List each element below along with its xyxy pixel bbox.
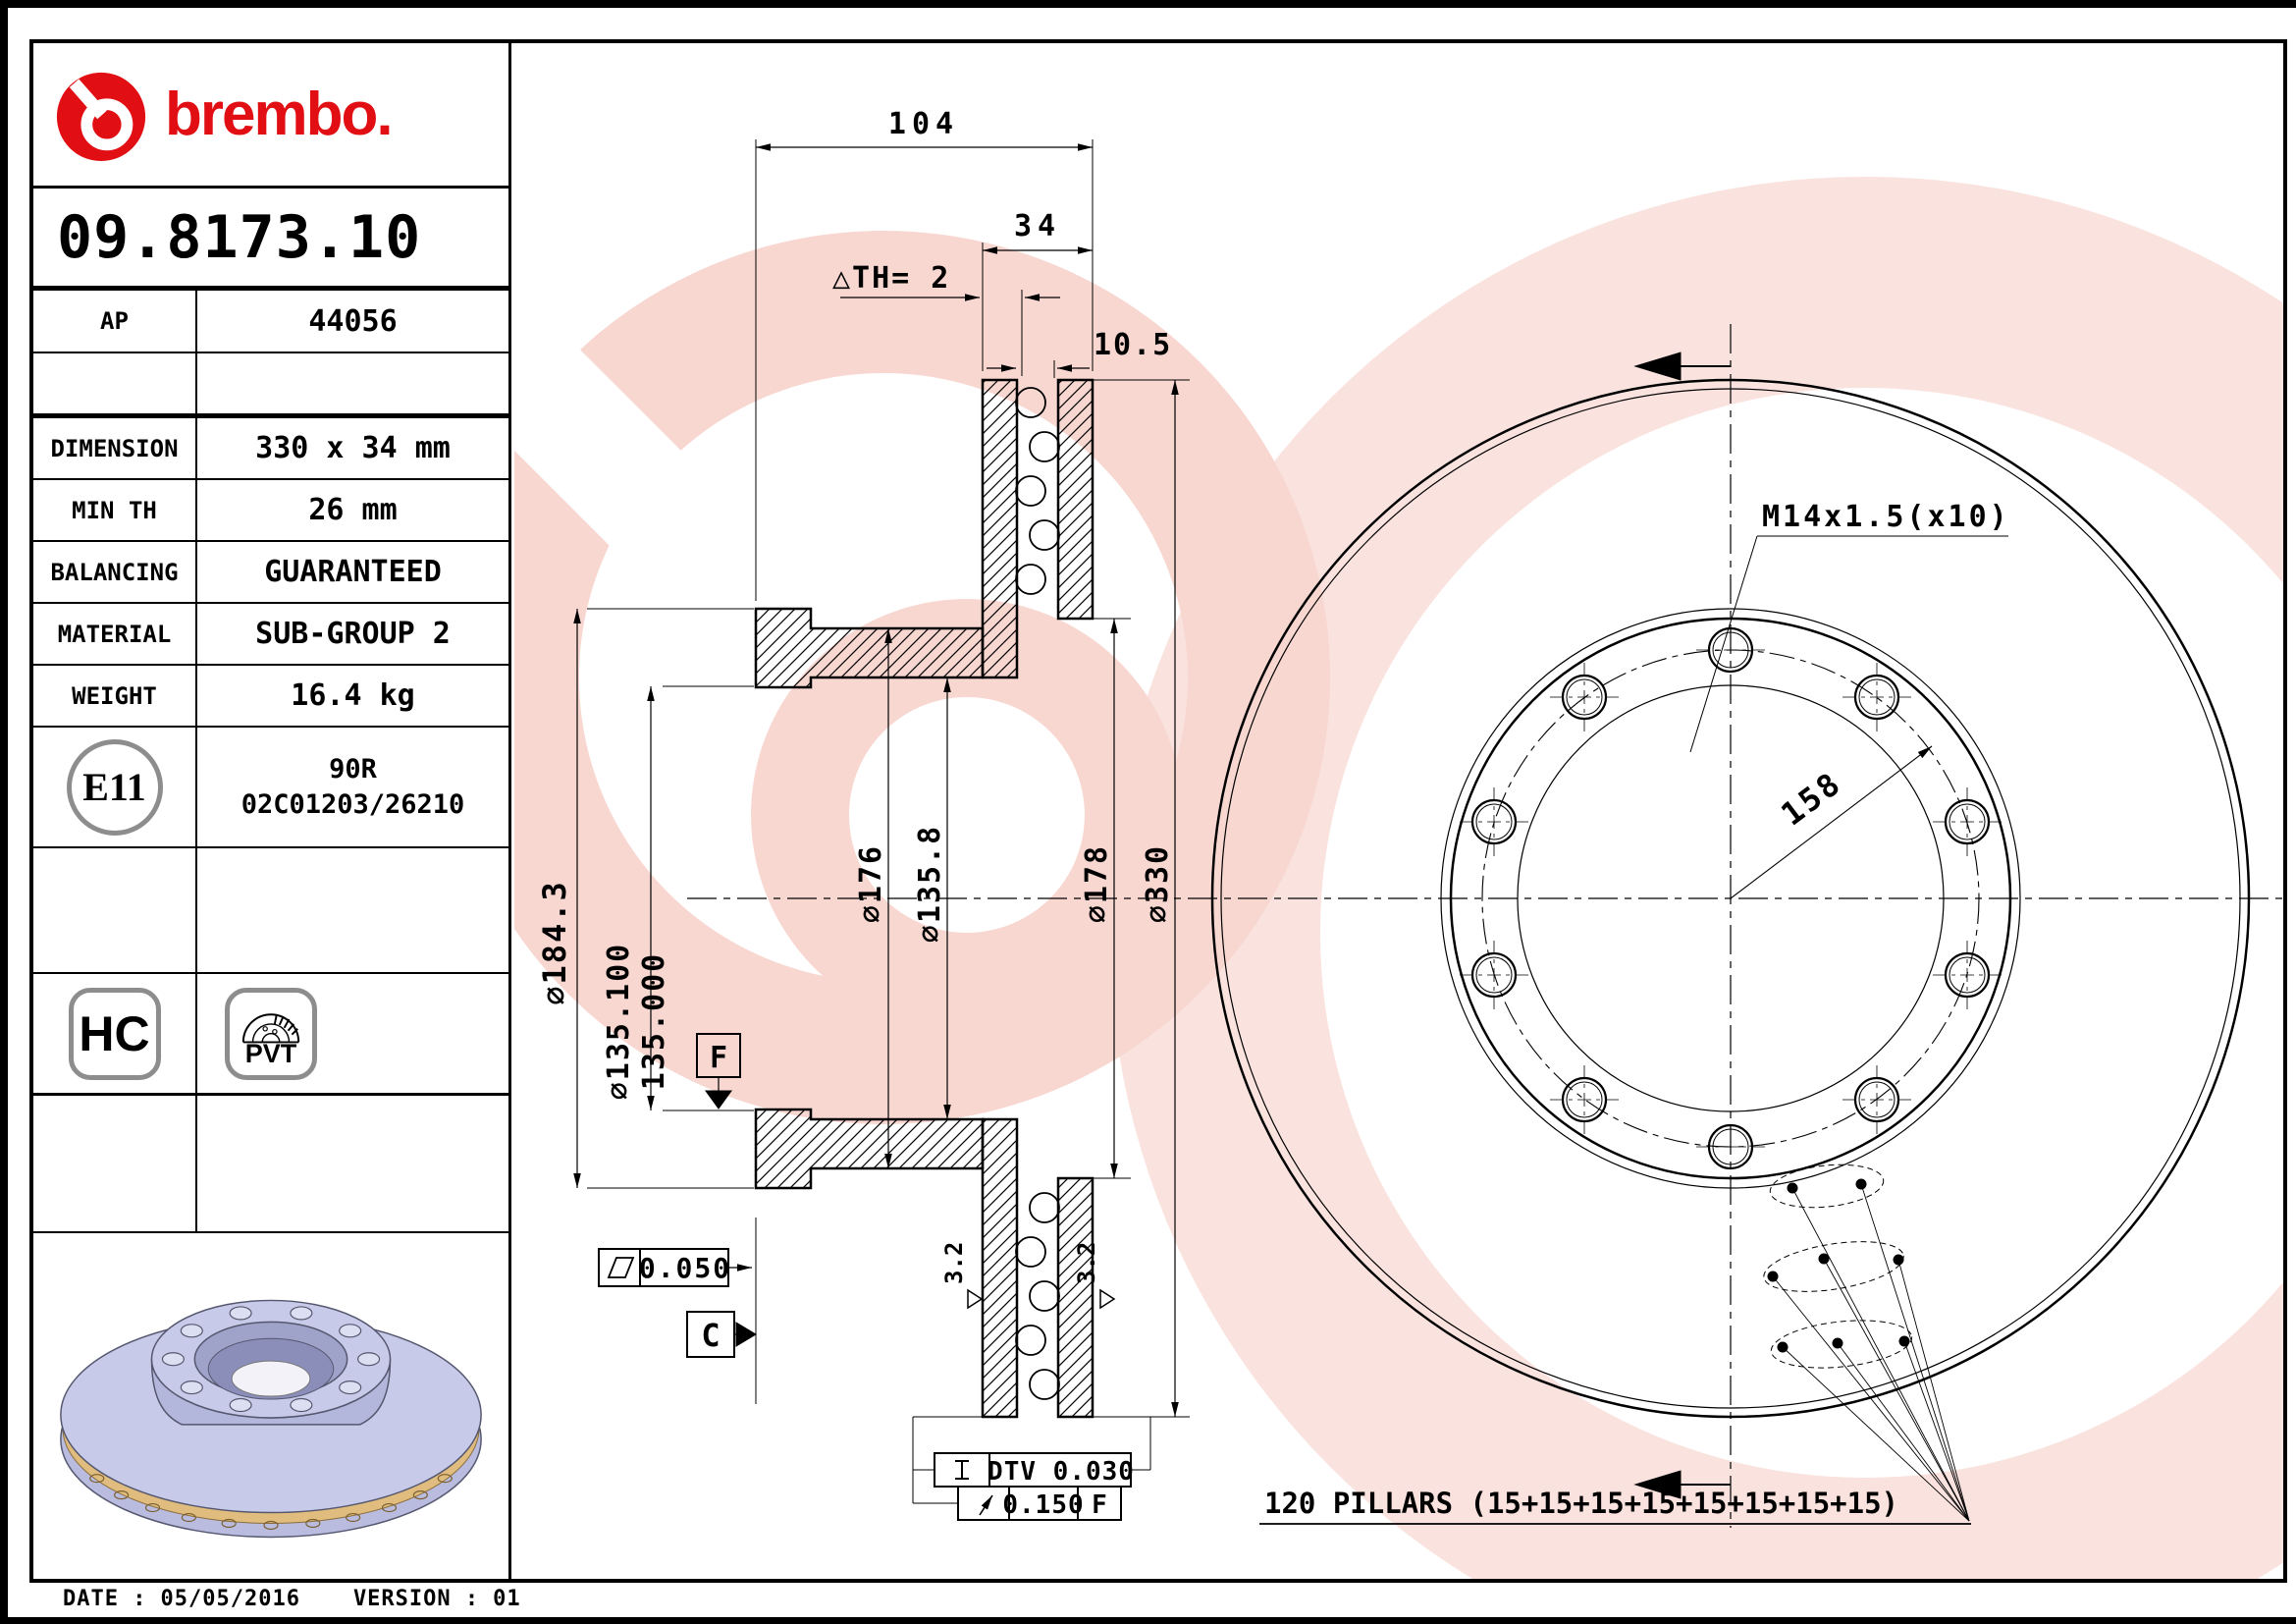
spec-label-empty bbox=[33, 353, 197, 413]
spec-value: 44056 bbox=[308, 303, 398, 339]
spec-row-material bbox=[33, 604, 508, 666]
brembo-watermark bbox=[369, 177, 2296, 1624]
spec-row-dimension bbox=[33, 418, 508, 480]
spec-value: 26 mm bbox=[308, 493, 398, 527]
flatness-value: 0.050 bbox=[638, 1252, 732, 1284]
spec-row-balancing bbox=[33, 542, 508, 604]
spec-label: AP bbox=[33, 291, 197, 352]
spec-label: MIN TH bbox=[33, 480, 197, 540]
dim-hat-outer-diameter: ⌀176 bbox=[854, 843, 888, 924]
homologation-approval: 90R bbox=[329, 754, 377, 785]
roughness-value-left: 3.2 bbox=[940, 1241, 968, 1284]
flatness-symbol bbox=[609, 1258, 633, 1277]
runout-datum: F bbox=[1092, 1490, 1107, 1520]
spec-label: WEIGHT bbox=[33, 666, 197, 726]
brembo-logo-icon bbox=[53, 67, 149, 163]
section-arrows bbox=[1635, 352, 1731, 1498]
datum-f-label: F bbox=[709, 1041, 728, 1075]
bolt-circle-dim: 158 bbox=[1774, 763, 1849, 834]
page-edge-top bbox=[0, 0, 2296, 8]
runout-symbol bbox=[980, 1495, 992, 1515]
dim-wear-limit: △TH= 2 bbox=[832, 261, 951, 296]
feature-icons-row bbox=[33, 974, 508, 1096]
datum-f-triangle bbox=[706, 1091, 731, 1109]
spec-value-empty bbox=[197, 353, 508, 413]
e11-badge: E11 bbox=[67, 739, 163, 836]
dim-disc-thickness: 34 bbox=[1013, 209, 1062, 244]
homologation-badge-cell bbox=[33, 728, 197, 846]
homologation-number: 02C01203/26210 bbox=[240, 788, 465, 820]
spec-row-empty-2 bbox=[33, 848, 508, 974]
spec-row-weight bbox=[33, 666, 508, 728]
datum-c-triangle bbox=[736, 1323, 756, 1346]
pvt-icon bbox=[225, 988, 317, 1080]
hc-label: HC bbox=[79, 1005, 150, 1061]
dtv-value: DTV 0.030 bbox=[988, 1457, 1135, 1487]
spec-value: GUARANTEED bbox=[264, 555, 442, 589]
date-label: DATE : bbox=[63, 1587, 147, 1611]
dim-outer-diameter: ⌀330 bbox=[1141, 843, 1175, 924]
runout-value: 0.150 bbox=[1002, 1490, 1085, 1520]
footer-revision bbox=[63, 1587, 521, 1611]
version-label: VERSION : bbox=[352, 1587, 480, 1611]
spec-label: BALANCING bbox=[33, 542, 197, 602]
dim-hat-inner-diameter: ⌀135.8 bbox=[913, 824, 947, 944]
page-edge-left bbox=[0, 0, 8, 1624]
brand-header bbox=[33, 43, 508, 189]
roughness-value-right: 3.2 bbox=[1073, 1241, 1100, 1284]
dim-pilot-diameter-min: 135.000 bbox=[637, 951, 671, 1091]
dim-plate-thickness: 10.5 bbox=[1094, 328, 1173, 362]
date-value: 05/05/2016 bbox=[160, 1587, 300, 1611]
spec-row-min-th bbox=[33, 480, 508, 542]
vent-pillar-profiles bbox=[1016, 388, 1059, 1399]
pillars-note: 120 PILLARS (15+15+15+15+15+15+15+15) bbox=[1264, 1487, 1899, 1520]
page-edge-bottom bbox=[0, 1617, 2296, 1624]
homologation-row bbox=[33, 728, 508, 848]
thread-callout: M14x1.5(x10) bbox=[1762, 500, 2010, 534]
disc-3d-illustration bbox=[33, 1233, 508, 1577]
brand-wordmark: brembo. bbox=[165, 80, 392, 148]
dim-pilot-diameter-max: ⌀135.100 bbox=[602, 942, 636, 1101]
spec-value: 330 x 34 mm bbox=[255, 431, 451, 465]
version-value: 01 bbox=[493, 1587, 521, 1611]
spec-row-empty bbox=[33, 353, 508, 418]
pvt-label: PVT bbox=[244, 1039, 297, 1068]
spec-value: 16.4 kg bbox=[291, 678, 415, 713]
dim-flange-diameter: ⌀184.3 bbox=[536, 880, 573, 1005]
dim-overall-width: 104 bbox=[887, 107, 960, 141]
dim-friction-inner-diameter: ⌀178 bbox=[1080, 843, 1114, 924]
hc-icon bbox=[69, 988, 161, 1080]
spec-value: SUB-GROUP 2 bbox=[255, 617, 451, 651]
title-block-sidebar bbox=[33, 43, 511, 1579]
spec-row-empty-3 bbox=[33, 1096, 508, 1233]
dtv-symbol bbox=[955, 1461, 969, 1479]
spec-label: DIMENSION bbox=[33, 418, 197, 478]
spec-row-ap bbox=[33, 291, 508, 353]
datum-c-label: C bbox=[701, 1317, 721, 1354]
spec-label: MATERIAL bbox=[33, 604, 197, 664]
part-number: 09.8173.10 bbox=[33, 189, 508, 291]
